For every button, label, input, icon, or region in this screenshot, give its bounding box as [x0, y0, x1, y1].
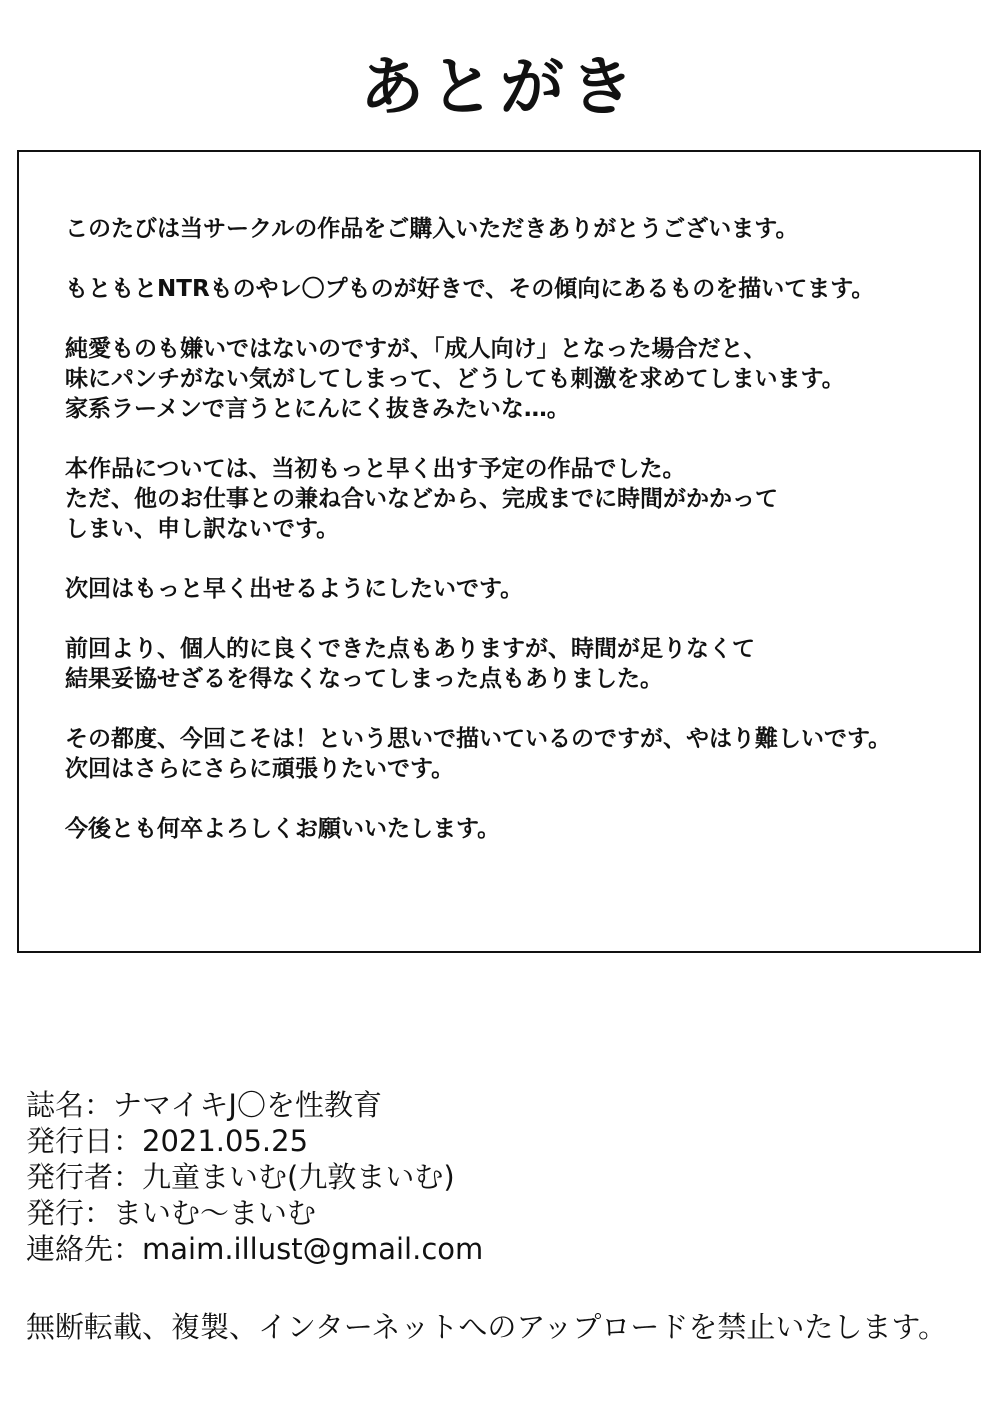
colophon — [26, 1087, 976, 1267]
afterword-paragraph — [65, 814, 955, 844]
afterword-line: 家系ラーメンで言うとにんにく抜きみたいな…。 — [65, 396, 570, 422]
afterword-paragraph — [65, 634, 955, 694]
afterword-line: 次回はさらにさらに頑張りたいです。 — [65, 756, 455, 782]
colophon-author: 発行者：九童まいむ(九敦まいむ) — [26, 1160, 455, 1194]
colophon-date: 発行日：2021.05.25 — [26, 1124, 309, 1158]
afterword-line: 前回より、個人的に良くできた点もありますが、時間が足りなくて — [65, 636, 755, 662]
colophon-title: 誌名：ナマイキJ〇を性教育 — [26, 1088, 382, 1122]
afterword-paragraph — [65, 274, 955, 304]
afterword-line: ただ、他のお仕事との兼ね合いなどから、完成までに時間がかかって — [65, 486, 778, 512]
afterword-box — [17, 150, 981, 953]
afterword-line: もともとNTRものやレ〇プものが好きで、その傾向にあるものを描いてます。 — [65, 276, 875, 302]
colophon-contact: 連絡先：maim.illust@gmail.com — [26, 1232, 484, 1266]
afterword-line: 次回はもっと早く出せるようにしたいです。 — [65, 576, 524, 602]
afterword-line: 味にパンチがない気がしてしまって、どうしても刺激を求めてしまいます。 — [65, 366, 845, 392]
afterword-paragraph — [65, 214, 955, 244]
afterword-line: 今後とも何卒よろしくお願いいたします。 — [65, 816, 501, 842]
afterword-paragraph — [65, 724, 955, 784]
page-title: あとがき — [360, 51, 640, 125]
afterword-paragraph — [65, 454, 955, 544]
afterword-line: その都度、今回こそは！という思いで描いているのですが、やはり難しいです。 — [65, 726, 892, 752]
afterword-text — [65, 214, 955, 874]
afterword-line: 本作品については、当初もっと早く出す予定の作品でした。 — [65, 456, 686, 482]
afterword-line: 結果妥協せざるを得なくなってしまった点もありました。 — [65, 666, 663, 692]
copyright-notice: 無断転載、複製、インターネットへのアップロードを禁止いたします。 — [26, 1310, 948, 1344]
colophon-publisher: 発行：まいむ〜まいむ — [26, 1196, 317, 1230]
afterword-line: しまい、申し訳ないです。 — [65, 516, 340, 542]
afterword-paragraph — [65, 574, 955, 604]
afterword-paragraph — [65, 334, 955, 424]
afterword-line: 純愛ものも嫌いではないのですが、「成人向け」となった場合だと、 — [65, 336, 767, 362]
afterword-line: このたびは当サークルの作品をご購入いただきありがとうございます。 — [65, 216, 799, 242]
